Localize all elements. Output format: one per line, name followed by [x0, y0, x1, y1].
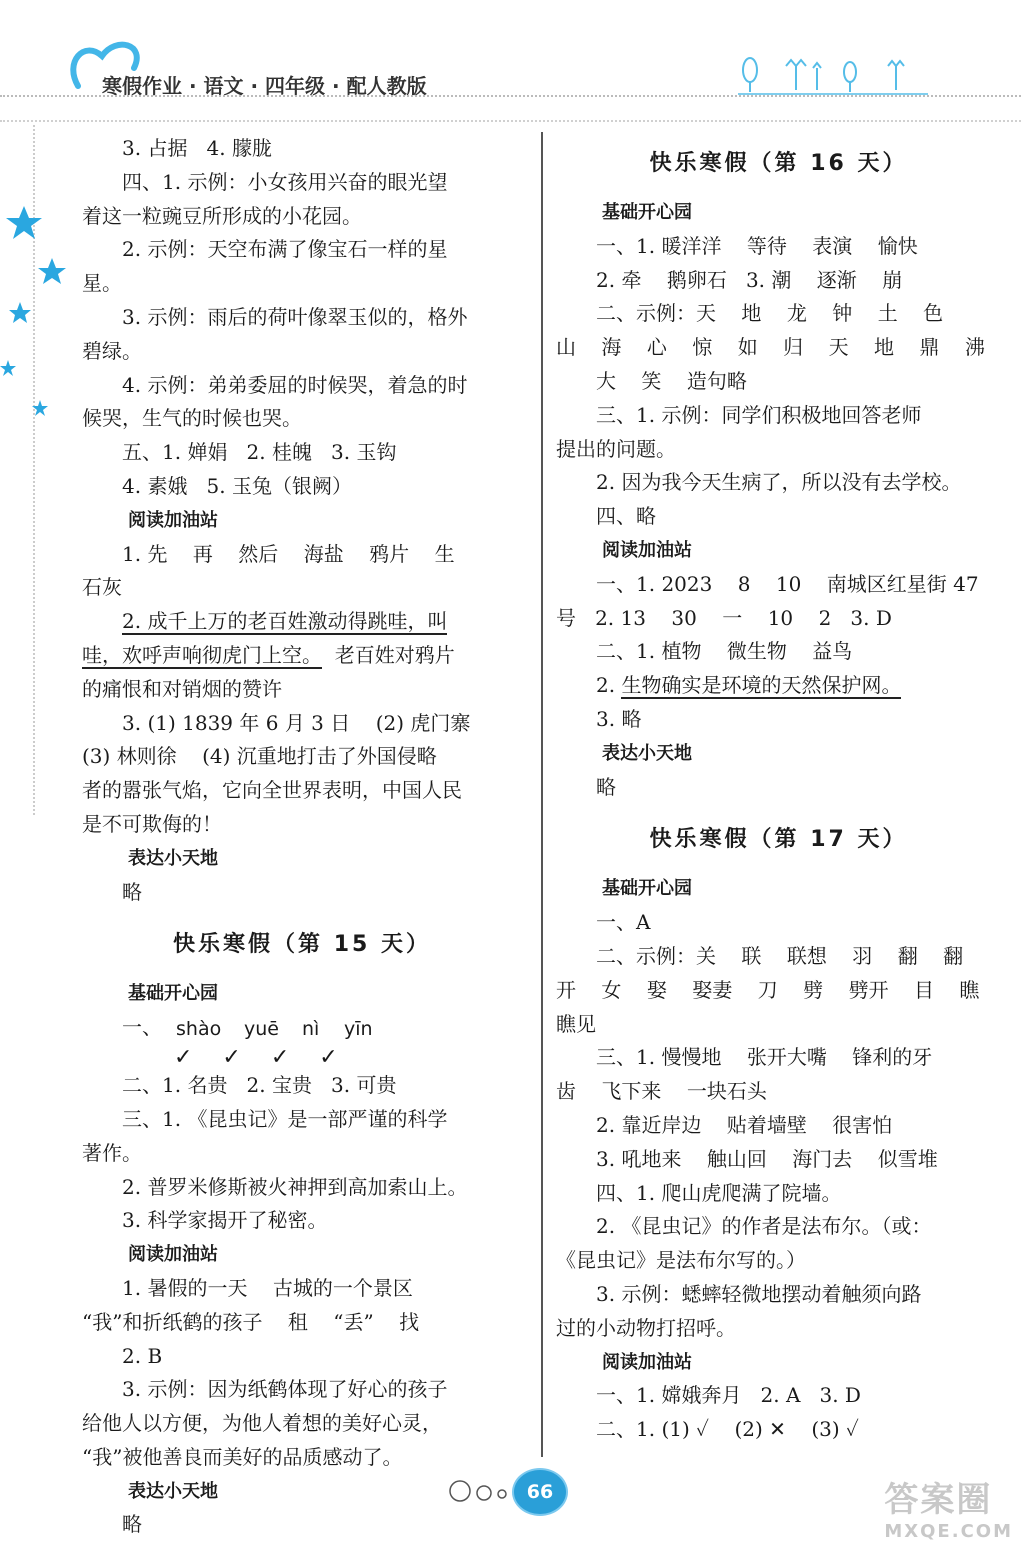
section-heading: 阅读加油站	[602, 1351, 692, 1373]
section-heading: 阅读加油站	[602, 539, 692, 561]
answer-line: 2. 因为我今天生病了，所以没有去学校。	[596, 470, 962, 495]
day-15-title: 快乐寒假（第 15 天）	[173, 932, 431, 958]
answer-line: 者的嚣张气焰，它向全世界表明，中国人民	[82, 778, 462, 803]
answer-line: (3) 林则徐 (4) 沉重地打击了外国侵略	[82, 744, 437, 769]
section-heading: 基础开心园	[128, 983, 218, 1005]
answer-line: 3. 略	[596, 706, 642, 731]
answer-text: 老百姓对鸦片	[322, 642, 455, 667]
answer-line: 著作。	[82, 1140, 142, 1165]
pinyin-answer: nì	[302, 1018, 320, 1041]
book-title: 寒假作业 · 语文 · 四年级 · 配人教版	[102, 74, 427, 98]
pinyin-answer: yīn	[344, 1018, 373, 1041]
answer-block	[556, 196, 1001, 669]
answer-line: 三、1. 慢慢地 张开大嘴 锋利的牙	[596, 1045, 933, 1070]
answer-line: 五、1. 婵娟 2. 桂魄 3. 玉钩	[122, 440, 397, 465]
answer-line: 碧绿。	[82, 338, 142, 363]
question-number: 2.	[596, 673, 622, 698]
section-heading: 阅读加油站	[128, 509, 218, 531]
answer-line: 齿 飞下来 一块石头	[556, 1079, 767, 1104]
answer-line: 《昆虫记》是法布尔写的。）	[556, 1248, 806, 1273]
answer-line: 二、示例：天 地 龙 钟 土 色	[596, 301, 944, 326]
watermark-logo-text: 答案圈	[884, 1480, 993, 1520]
section-heading: 基础开心园	[602, 878, 692, 900]
answer-line: 给他人以方便，为他人着想的美好心灵，	[82, 1411, 442, 1436]
pinyin-answer: yuē	[244, 1018, 279, 1041]
day-16-title: 快乐寒假（第 16 天）	[649, 151, 908, 176]
answer-line: 一、1. 2023 8 10 南城区红星街 47	[596, 571, 979, 596]
page-number: 66	[514, 1470, 566, 1514]
answer-line: 着这一粒豌豆所形成的小花园。	[82, 203, 362, 228]
answer-line: 1. 先 再 然后 海盐 鸦片 生	[122, 541, 455, 566]
answer-line: 开 女 娶 娶妻 刀 劈 劈开 目 瞧	[556, 977, 980, 1002]
question-number: 一、	[122, 1015, 162, 1040]
answer-line: “我”和折纸鹤的孩子 租 “丢” 找	[82, 1309, 420, 1334]
answer-line: 号 2. 13 30 一 10 2 3. D	[556, 605, 892, 630]
answer-line: 2. 《昆虫记》的作者是法布尔。（或：	[596, 1214, 932, 1239]
page-footer	[0, 1462, 1021, 1542]
answer-line: 3. 示例：雨后的荷叶像翠玉似的，格外	[122, 304, 468, 329]
answer-block	[556, 703, 1001, 804]
answer-line: 略	[596, 774, 616, 799]
answer-line: 3. 科学家揭开了秘密。	[122, 1208, 328, 1233]
answer-line: 是不可欺侮的！	[82, 811, 222, 836]
answer-line: 四、1. 爬山虎爬满了院墙。	[596, 1180, 842, 1205]
answer-line: 略	[122, 1512, 142, 1537]
answer-line: 4. 素娥 5. 玉兔（银阙）	[122, 473, 352, 498]
answer-line: 提出的问题。	[556, 436, 676, 461]
underlined-answer: 哇，欢呼声响彻虎门上空。	[82, 642, 322, 667]
answer-line: 星。	[82, 271, 122, 296]
answer-line: 一、1. 暖洋洋 等待 表演 愉快	[596, 233, 918, 258]
answer-line: 山 海 心 惊 如 归 天 地 鼎 沸	[556, 335, 985, 360]
answer-line: 二、1. 植物 微生物 益鸟	[596, 639, 853, 664]
section-heading: 表达小天地	[602, 742, 692, 764]
answer-line: 2. 普罗米修斯被火神押到高加索山上。	[122, 1174, 468, 1199]
answer-line: 3. 吼地来 触山回 海门去 似雪堆	[596, 1146, 938, 1171]
answer-line	[82, 639, 522, 673]
pinyin-row	[82, 1011, 522, 1069]
answer-line: 石灰	[82, 575, 122, 600]
answer-line: 2. 牵 鹅卵石 3. 潮 逐渐 崩	[596, 267, 903, 292]
answer-line: 候哭，生气的时候也哭。	[82, 406, 302, 431]
plant-decoration-icon	[738, 56, 928, 96]
bubble-decoration-icon	[448, 1476, 512, 1506]
answer-line: 一、A	[596, 910, 651, 935]
answer-line: 二、1. (1) ✓ (2) ✕ (3) ✓	[596, 1417, 859, 1442]
day-17-title: 快乐寒假（第 17 天）	[649, 827, 908, 853]
answer-line: 大 笑 造句略	[596, 368, 747, 393]
page-header	[0, 0, 1021, 125]
section-heading: 表达小天地	[128, 1480, 218, 1502]
answer-line: 3. 示例：蟋蟀轻微地摆动着触须向路	[596, 1281, 922, 1306]
answer-line: 二、示例：关 联 联想 羽 翻 翻	[596, 943, 964, 968]
answer-block	[82, 673, 522, 910]
answer-block	[82, 132, 522, 605]
answer-line: 瞧见	[556, 1011, 596, 1036]
underlined-answer: 生物确实是环境的天然保护网。	[621, 673, 902, 698]
answer-line: 2. 靠近岸边 贴着墙壁 很害怕	[596, 1112, 893, 1137]
answer-line: 1. 暑假的一天 古城的一个景区	[122, 1275, 413, 1300]
answer-line: 4. 示例：弟弟委屈的时候哭，着急的时	[122, 372, 468, 397]
answer-line: 三、1. 《昆虫记》是一部严谨的科学	[122, 1106, 448, 1131]
answer-block	[556, 872, 1001, 1447]
section-heading: 表达小天地	[128, 847, 218, 869]
answer-line: 2. B	[122, 1343, 163, 1368]
answer-line: 略	[122, 879, 142, 904]
answer-line: 过的小动物打招呼。	[556, 1315, 736, 1340]
section-heading: 基础开心园	[602, 202, 692, 223]
pinyin-answer: shào	[176, 1018, 222, 1041]
left-column	[82, 132, 522, 1542]
header-divider-lower	[0, 120, 1021, 122]
watermark	[884, 1472, 1013, 1542]
answer-line	[556, 669, 1001, 703]
answer-line: 3. 示例：因为纸鹤体现了好心的孩子	[122, 1377, 448, 1402]
answer-line: “我”被他善良而美好的品质感动了。	[82, 1444, 403, 1469]
answer-line: 3. (1) 1839 年 6 月 3 日 (2) 虎门寨	[122, 710, 471, 735]
answer-line	[82, 605, 522, 639]
watermark-url: MXQE.COM	[884, 1521, 1013, 1542]
answer-line: 二、1. 名贵 2. 宝贵 3. 可贵	[122, 1073, 397, 1098]
answer-line: 2. 示例：天空布满了像宝石一样的星	[122, 237, 448, 262]
right-column	[556, 140, 1001, 1447]
check-marks: ✓✓✓✓	[174, 1045, 368, 1071]
answer-line: 四、略	[596, 504, 656, 529]
answer-line: 一、1. 嫦娥奔月 2. A 3. D	[596, 1383, 861, 1408]
section-heading: 阅读加油站	[128, 1244, 218, 1266]
column-divider	[541, 132, 543, 1457]
answer-line: 3. 占据 4. 朦胧	[122, 136, 272, 160]
underlined-answer: 2. 成千上万的老百姓激动得跳哇，叫	[122, 609, 448, 634]
star-decoration-icon	[0, 200, 70, 430]
answer-line: 三、1. 示例：同学们积极地回答老师	[596, 402, 922, 427]
answer-line: 的痛恨和对销烟的赞许	[82, 676, 282, 701]
answer-line: 四、1. 示例：小女孩用兴奋的眼光望	[122, 169, 448, 194]
